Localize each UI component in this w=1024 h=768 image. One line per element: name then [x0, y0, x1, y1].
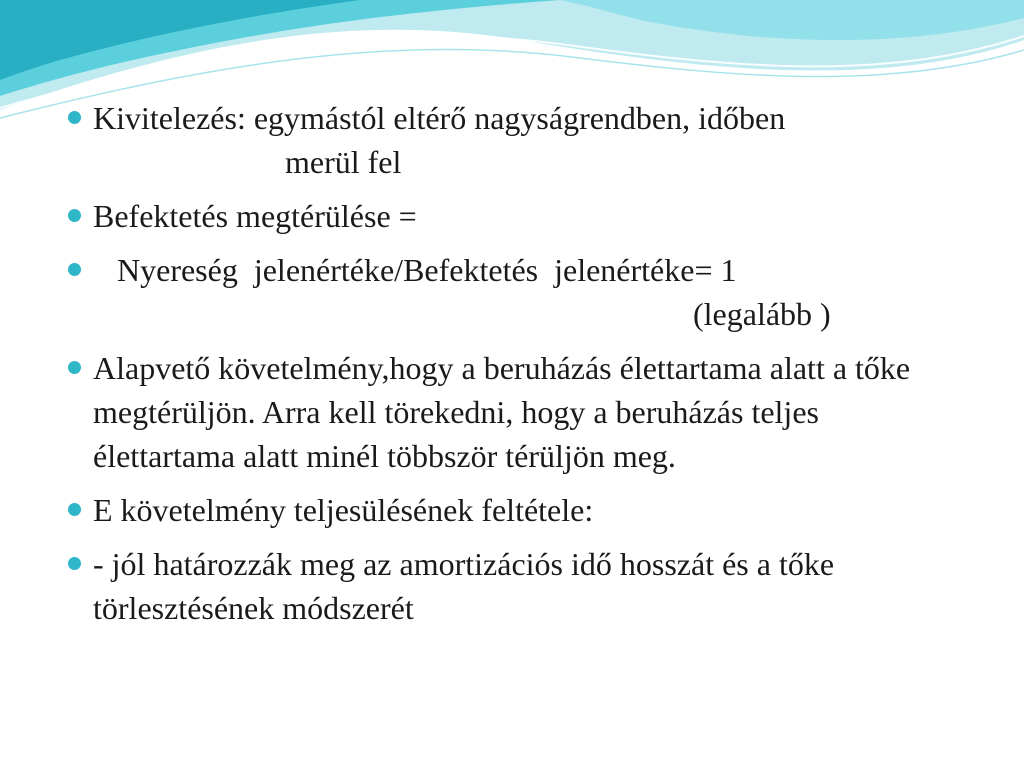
- bullet-text-line: Nyereség jelenértéke/Befektetés jelenértéke= 1: [93, 252, 737, 288]
- bullet-dot-icon: [68, 209, 81, 222]
- bullet-item: [68, 248, 968, 336]
- bullet-dot-icon: [68, 263, 81, 276]
- bullet-text: Alapvető követelmény,hogy a beruházás élettartama alatt a tőke megtérüljön. Arra kell törekedni, hogy a beruházás teljes élettartama alatt minél többször térüljön meg.: [93, 350, 911, 474]
- bullet-list: [68, 96, 968, 640]
- bullet-text-line: (legalább ): [693, 296, 831, 332]
- bullet-dot-icon: [68, 503, 81, 516]
- bullet-text-line: merül fel: [285, 144, 402, 180]
- bullet-text-line: Befektetés megtérülése =: [93, 198, 417, 234]
- bullet-item: [68, 346, 968, 478]
- bullet-item: [68, 96, 968, 184]
- bullet-item: [68, 194, 968, 238]
- bullet-item: [68, 542, 968, 630]
- bullet-text-line: Kivitelezés: egymástól eltérő nagyságrendben, időben: [93, 100, 786, 136]
- bullet-text: - jól határozzák meg az amortizációs idő hosszát és a tőke törlesztésének módszerét: [93, 546, 835, 626]
- bullet-text: E követelmény teljesülésének feltétele:: [93, 492, 594, 528]
- bullet-dot-icon: [68, 361, 81, 374]
- bullet-item: [68, 488, 968, 532]
- bullet-dot-icon: [68, 111, 81, 124]
- bullet-dot-icon: [68, 557, 81, 570]
